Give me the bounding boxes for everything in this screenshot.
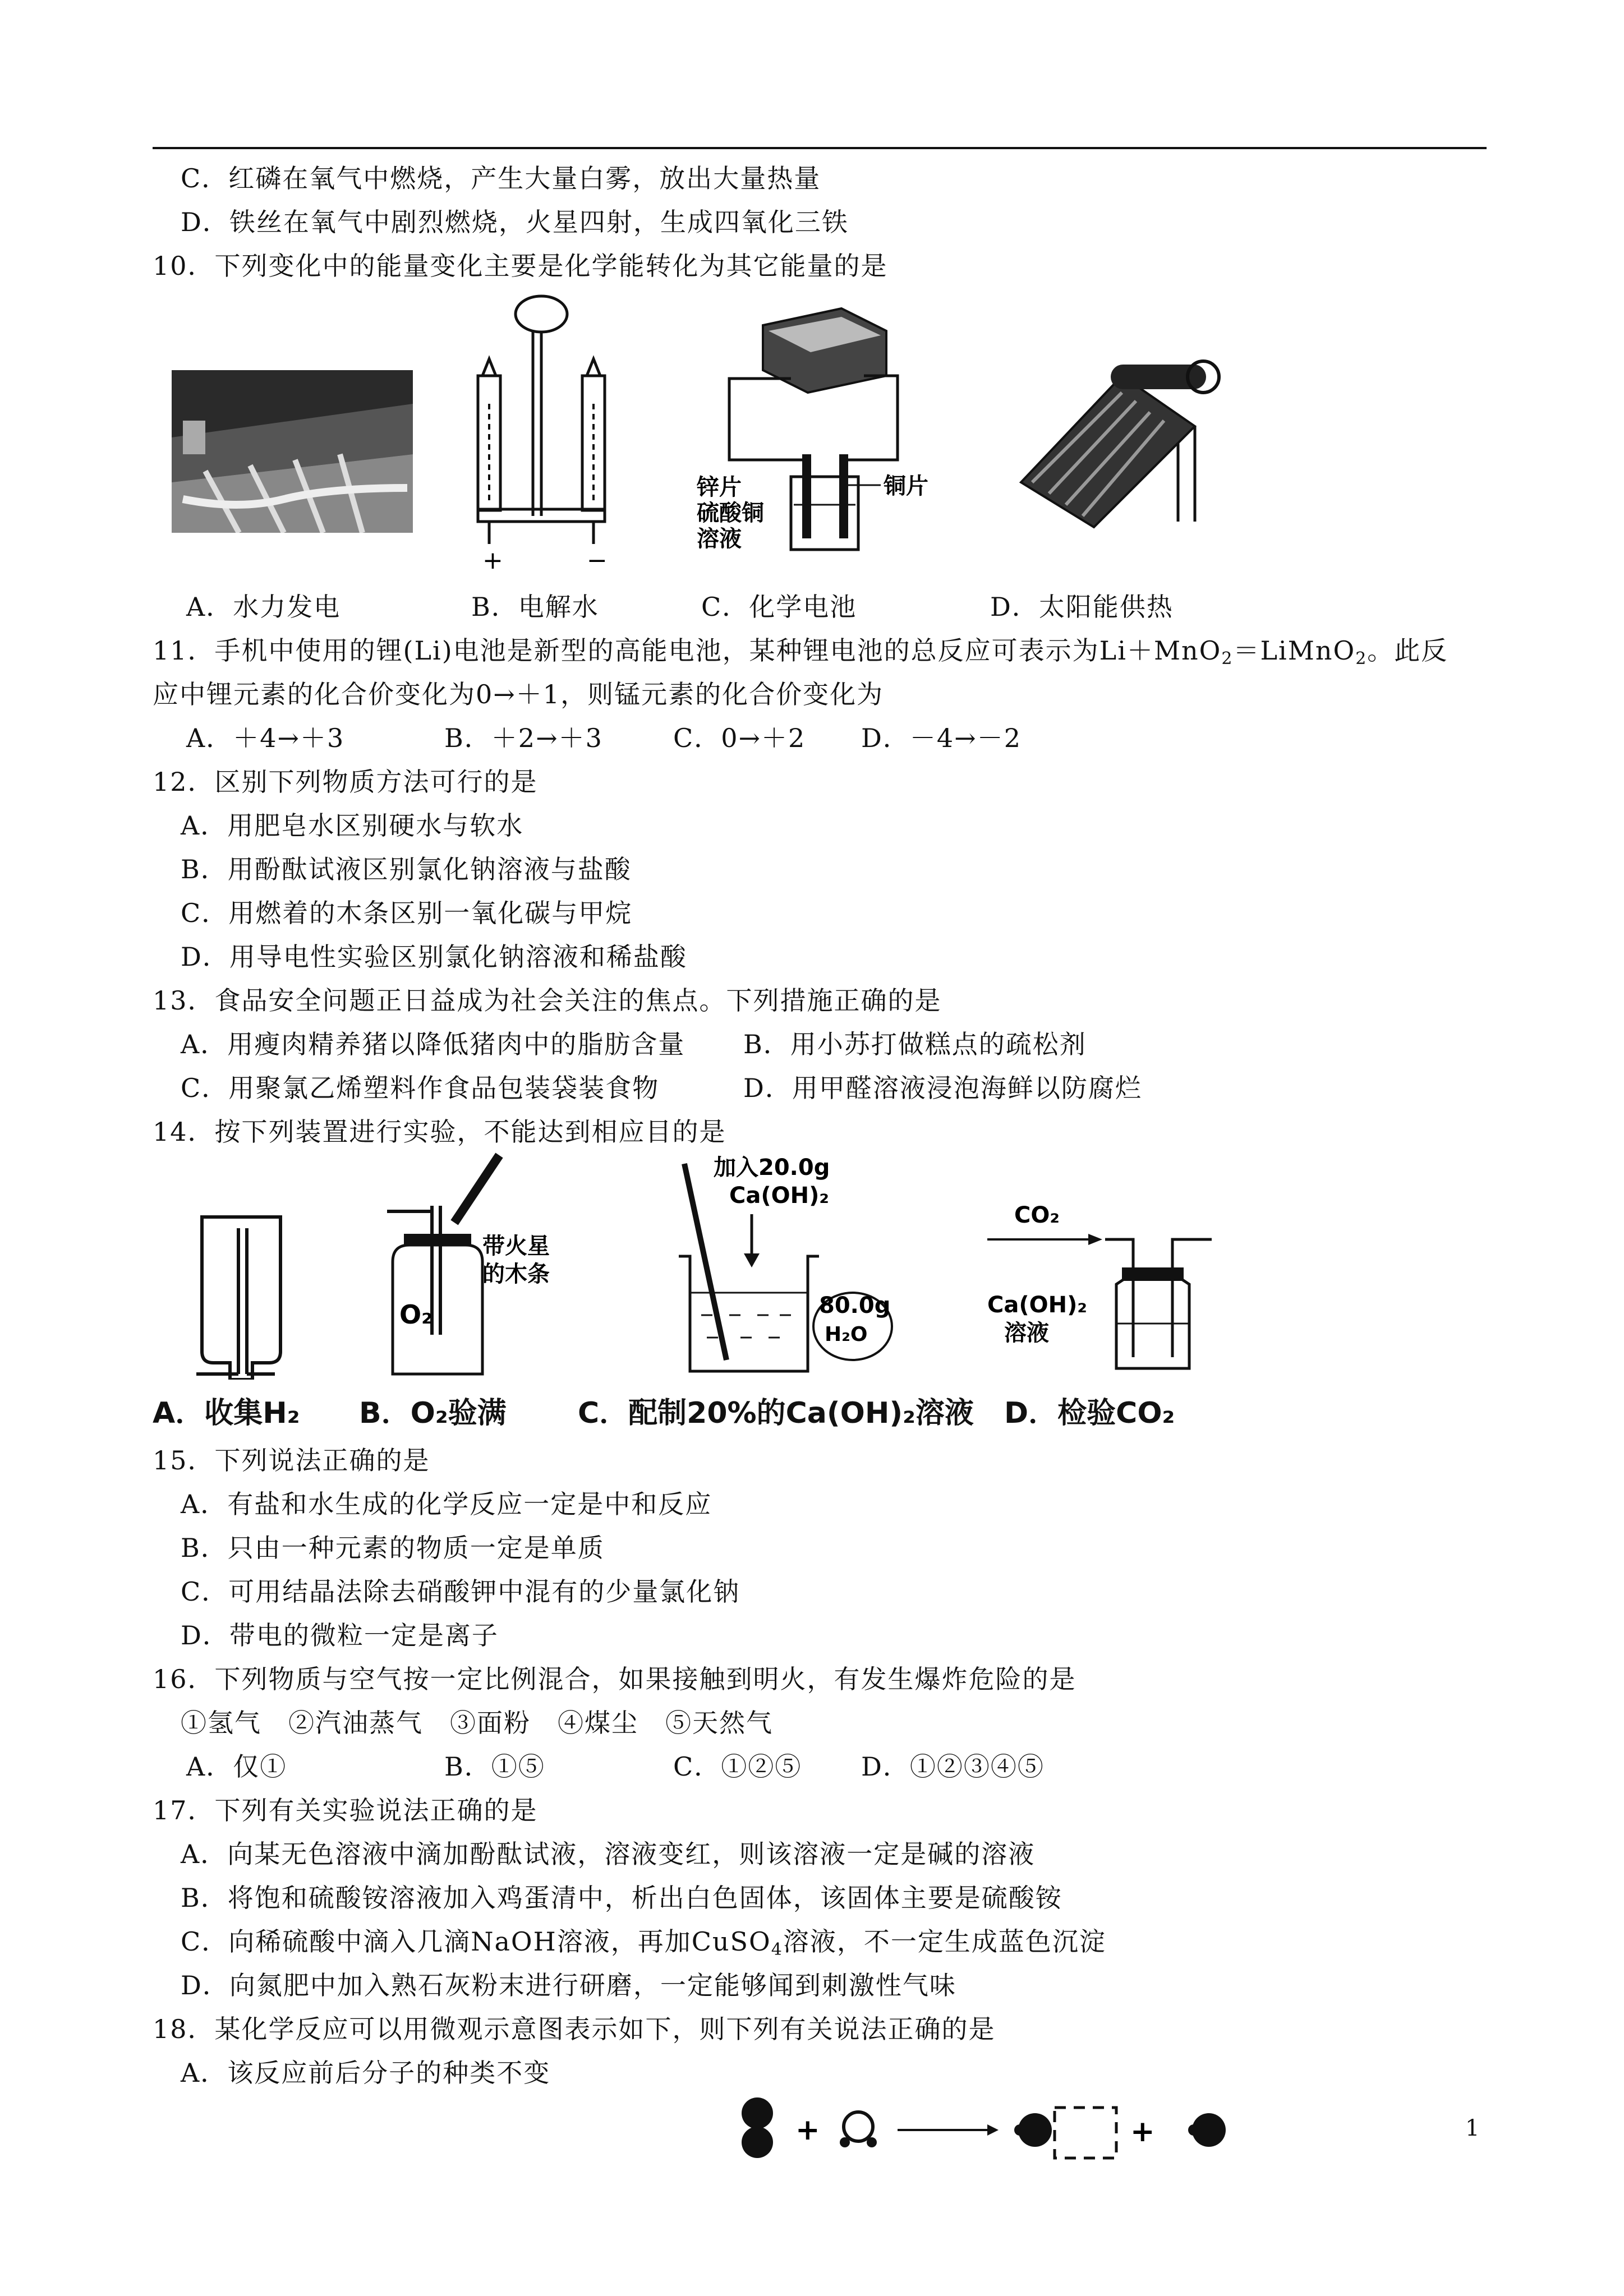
- zinc-label: 锌片: [697, 474, 742, 500]
- q12-option-c: C．用燃着的木条区别一氧化碳与甲烷: [181, 898, 633, 928]
- q10-option-d: D．太阳能供热: [990, 592, 1174, 622]
- q17-option-a: A．向某无色溶液中滴加酚酞试液，溶液变红，则该溶液一定是碱的溶液: [181, 1839, 1036, 1869]
- reaction-micro-diagram: [729, 2086, 1245, 2170]
- q11-option-d: D．－4→－2: [861, 723, 1022, 753]
- q11-option-b: B．＋2→＋3: [444, 723, 603, 753]
- q15-option-d: D．带电的微粒一定是离子: [181, 1620, 499, 1650]
- page-number: 1: [1465, 2115, 1480, 2141]
- q17-c-sub: 4: [771, 1940, 783, 1960]
- o2-label: O₂: [399, 1299, 433, 1330]
- q17-c-part2: 溶液，不一定生成蓝色沉淀: [783, 1926, 1106, 1957]
- q15-option-a: A．有盐和水生成的化学反应一定是中和反应: [181, 1489, 712, 1519]
- q18-stem: 18．某化学反应可以用微观示意图表示如下，则下列有关说法正确的是: [153, 2014, 996, 2044]
- q15-option-c: C．可用结晶法除去硝酸钾中混有的少量氯化钠: [181, 1576, 740, 1607]
- q12-stem: 12．区别下列物质方法可行的是: [153, 767, 538, 797]
- q11-stem-part1: 11．手机中使用的锂(Li)电池是新型的高能电池，某种锂电池的总反应可表示为Li＋MnO: [153, 635, 1222, 666]
- q11-stem-part2: ＝LiMnO: [1233, 635, 1356, 666]
- co2-test-apparatus: [987, 1195, 1223, 1391]
- solution-prep-apparatus: [673, 1147, 909, 1388]
- q16-stem: 16．下列物质与空气按一定比例混合，如果接触到明火，有发生爆炸危险的是: [153, 1664, 1076, 1694]
- cuso4-label-2: 溶液: [697, 526, 742, 552]
- q11-stem-part3: 。此反: [1367, 635, 1448, 666]
- q10-option-c: C．化学电池: [701, 592, 857, 622]
- solar-heater: [1010, 353, 1229, 533]
- plus-sign-2: +: [1130, 2115, 1155, 2149]
- q13-stem: 13．食品安全问题正日益成为社会关注的焦点。下列措施正确的是: [153, 985, 942, 1016]
- splint-label-2: 的木条: [482, 1261, 550, 1287]
- q18-option-a: A．该反应前后分子的种类不变: [181, 2058, 551, 2088]
- q14-caption-a: A．收集H₂: [153, 1396, 300, 1430]
- q11-stem-line1: [153, 634, 1448, 676]
- collect-h2-apparatus: [185, 1211, 297, 1380]
- q11-sub-1: 2: [1221, 649, 1234, 668]
- add-label-1: 加入20.0g: [714, 1155, 830, 1181]
- plus-sign-1: +: [795, 2113, 820, 2147]
- q13-option-c: C．用聚氯乙烯塑料作食品包装袋装食物: [181, 1073, 660, 1103]
- co2-label: CO₂: [1014, 1202, 1060, 1228]
- electrode-minus: −: [587, 546, 608, 572]
- water-label-2: H₂O: [825, 1323, 868, 1346]
- q14-caption-d: D．检验CO₂: [1004, 1396, 1175, 1430]
- cuso4-label-1: 硫酸铜: [697, 500, 764, 526]
- water-label-1: 80.0g: [819, 1293, 891, 1318]
- q16-option-b: B．①⑤: [444, 1751, 545, 1782]
- q13-option-b: B．用小苏打做糕点的疏松剂: [743, 1029, 1087, 1059]
- q15-option-b: B．只由一种元素的物质一定是单质: [181, 1533, 605, 1563]
- q9-option-d: D．铁丝在氧气中剧烈燃烧，火星四射，生成四氧化三铁: [181, 207, 849, 237]
- electrolysis-apparatus: [466, 292, 617, 572]
- caoh-label-2: 溶液: [1004, 1320, 1049, 1346]
- q17-option-d: D．向氮肥中加入熟石灰粉末进行研磨，一定能够闻到刺激性气味: [181, 1970, 956, 2000]
- q11-stem-line2: 应中锂元素的化合价变化为0→＋1，则锰元素的化合价变化为: [153, 679, 884, 709]
- q17-stem: 17．下列有关实验说法正确的是: [153, 1795, 538, 1825]
- q11-option-c: C．0→＋2: [673, 723, 806, 753]
- q12-option-a: A．用肥皂水区别硬水与软水: [181, 810, 524, 841]
- q16-items: ①氢气 ②汽油蒸气 ③面粉 ④煤尘 ⑤天然气: [181, 1708, 773, 1738]
- q12-option-d: D．用导电性实验区别氯化钠溶液和稀盐酸: [181, 942, 687, 972]
- electrode-plus: +: [482, 546, 503, 572]
- q10-option-b: B．电解水: [471, 592, 599, 622]
- q17-option-b: B．将饱和硫酸铵溶液加入鸡蛋清中，析出白色固体，该固体主要是硫酸铵: [181, 1883, 1062, 1913]
- q12-option-b: B．用酚酞试液区别氯化钠溶液与盐酸: [181, 854, 632, 884]
- q16-option-c: C．①②⑤: [673, 1751, 802, 1782]
- q16-option-d: D．①②③④⑤: [861, 1751, 1045, 1782]
- q11-sub-2: 2: [1355, 649, 1368, 668]
- q13-option-d: D．用甲醛溶液浸泡海鲜以防腐烂: [743, 1073, 1142, 1103]
- q16-option-a: A．仅①: [186, 1751, 287, 1782]
- q9-option-c: C．红磷在氧气中燃烧，产生大量白雾，放出大量热量: [181, 163, 821, 193]
- q10-stem: 10．下列变化中的能量变化主要是化学能转化为其它能量的是: [153, 251, 888, 281]
- q17-c-part1: C．向稀硫酸中滴入几滴NaOH溶液，再加CuSO: [181, 1926, 771, 1957]
- q14-stem: 14．按下列装置进行实验，不能达到相应目的是: [153, 1117, 726, 1147]
- header-rule: [153, 147, 1487, 149]
- q17-option-c: [181, 1925, 1106, 1967]
- q15-stem: 15．下列说法正确的是: [153, 1445, 430, 1476]
- q13-option-a: A．用瘦肉精养猪以降低猪肉中的脂肪含量: [181, 1029, 686, 1059]
- caoh-label-1: Ca(OH)₂: [987, 1292, 1087, 1318]
- hydropower-photo: [172, 370, 413, 533]
- add-label-2: Ca(OH)₂: [729, 1183, 829, 1209]
- q14-caption-b: B．O₂验满: [359, 1396, 507, 1430]
- q10-option-a: A．水力发电: [186, 592, 341, 622]
- q11-option-a: A．＋4→＋3: [186, 723, 345, 753]
- o2-test-apparatus: [370, 1150, 572, 1385]
- splint-label-1: 带火星: [482, 1233, 550, 1259]
- q14-caption-c: C．配制20%的Ca(OH)₂溶液: [578, 1396, 974, 1430]
- copper-label: 铜片: [884, 473, 928, 499]
- chemical-cell: [696, 292, 976, 555]
